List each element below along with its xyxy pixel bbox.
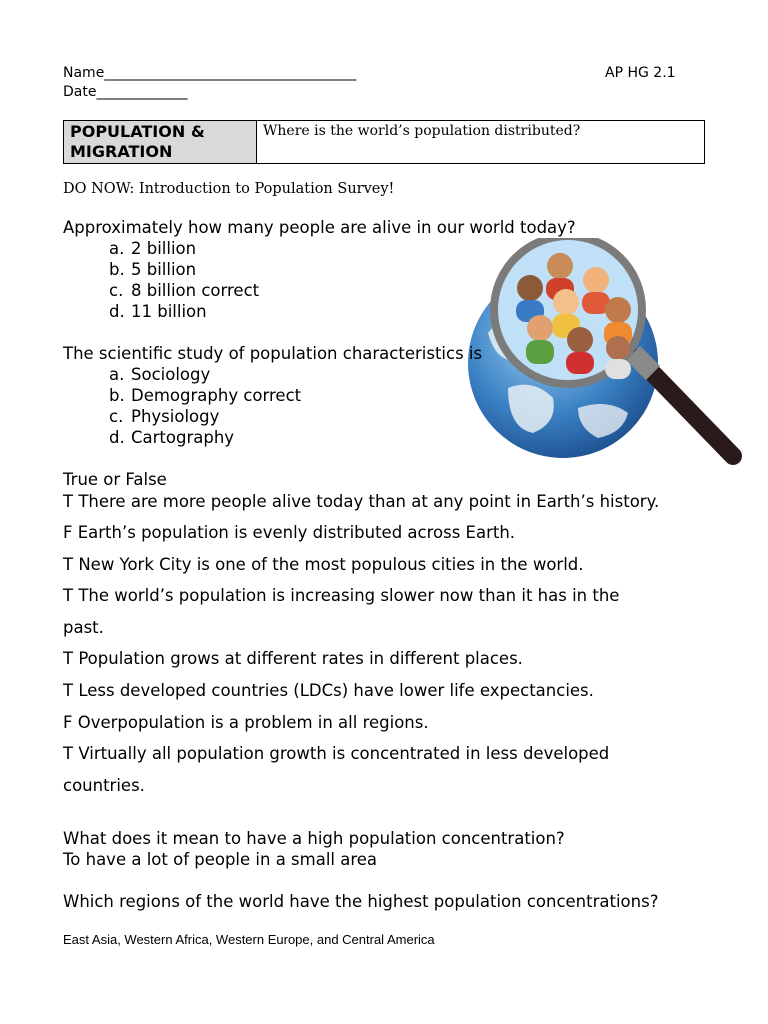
course-code: AP HG 2.1 [605, 65, 676, 81]
do-now: DO NOW: Introduction to Population Survey! [63, 181, 395, 197]
q2-option-d: d. Cartography [109, 428, 235, 447]
question-1-prompt: Approximately how many people are alive in our world today? [63, 218, 576, 237]
tf-statement: T Virtually all population growth is concentrated in less developed [63, 744, 610, 763]
q1-option-d: d. 11 billion [109, 302, 207, 321]
tf-statement: T New York City is one of the most populous cities in the world. [63, 555, 584, 574]
q2-option-c: c. Physiology [109, 407, 220, 426]
q1-option-b: b. 5 billion [109, 260, 197, 279]
q2-option-a: a. Sociology [109, 365, 211, 384]
question-2 [63, 343, 482, 448]
q1-option-c: c. 8 billion correct [109, 281, 260, 300]
tf-statement-continued: past. [63, 618, 104, 637]
question-4-answer: East Asia, Western Africa, Western Europe, and Central America [63, 932, 435, 947]
date-line: Date_____________ [63, 84, 188, 100]
tf-statement: F Overpopulation is a problem in all regions. [63, 713, 429, 732]
q2-option-b: b. Demography correct [109, 386, 302, 405]
question-2-prompt: The scientific study of population characteristics is [63, 344, 483, 363]
topic-cell: POPULATION & MIGRATION [64, 121, 257, 164]
question-3-prompt: What does it mean to have a high population concentration? [63, 829, 565, 848]
true-false-heading: True or False [63, 470, 167, 489]
tf-statement: T Population grows at different rates in different places. [63, 649, 523, 668]
title-table [63, 120, 705, 164]
q1-option-a: a. 2 billion [109, 239, 197, 258]
tf-statement: T The world’s population is increasing slower now than it has in the [63, 586, 620, 605]
tf-statement: T Less developed countries (LDCs) have lower life expectancies. [63, 681, 594, 700]
question-1 [63, 217, 576, 322]
tf-statement-continued: countries. [63, 776, 145, 795]
question-3-answer: To have a lot of people in a small area [63, 850, 378, 869]
name-line: Name____________________________________ [63, 65, 357, 81]
tf-statement: T There are more people alive today than at any point in Earth’s history. [63, 492, 660, 511]
tf-statement: F Earth’s population is evenly distributed across Earth. [63, 523, 516, 542]
essential-question: Where is the world’s population distributed? [257, 121, 705, 164]
question-4-prompt: Which regions of the world have the highest population concentrations? [63, 892, 659, 911]
